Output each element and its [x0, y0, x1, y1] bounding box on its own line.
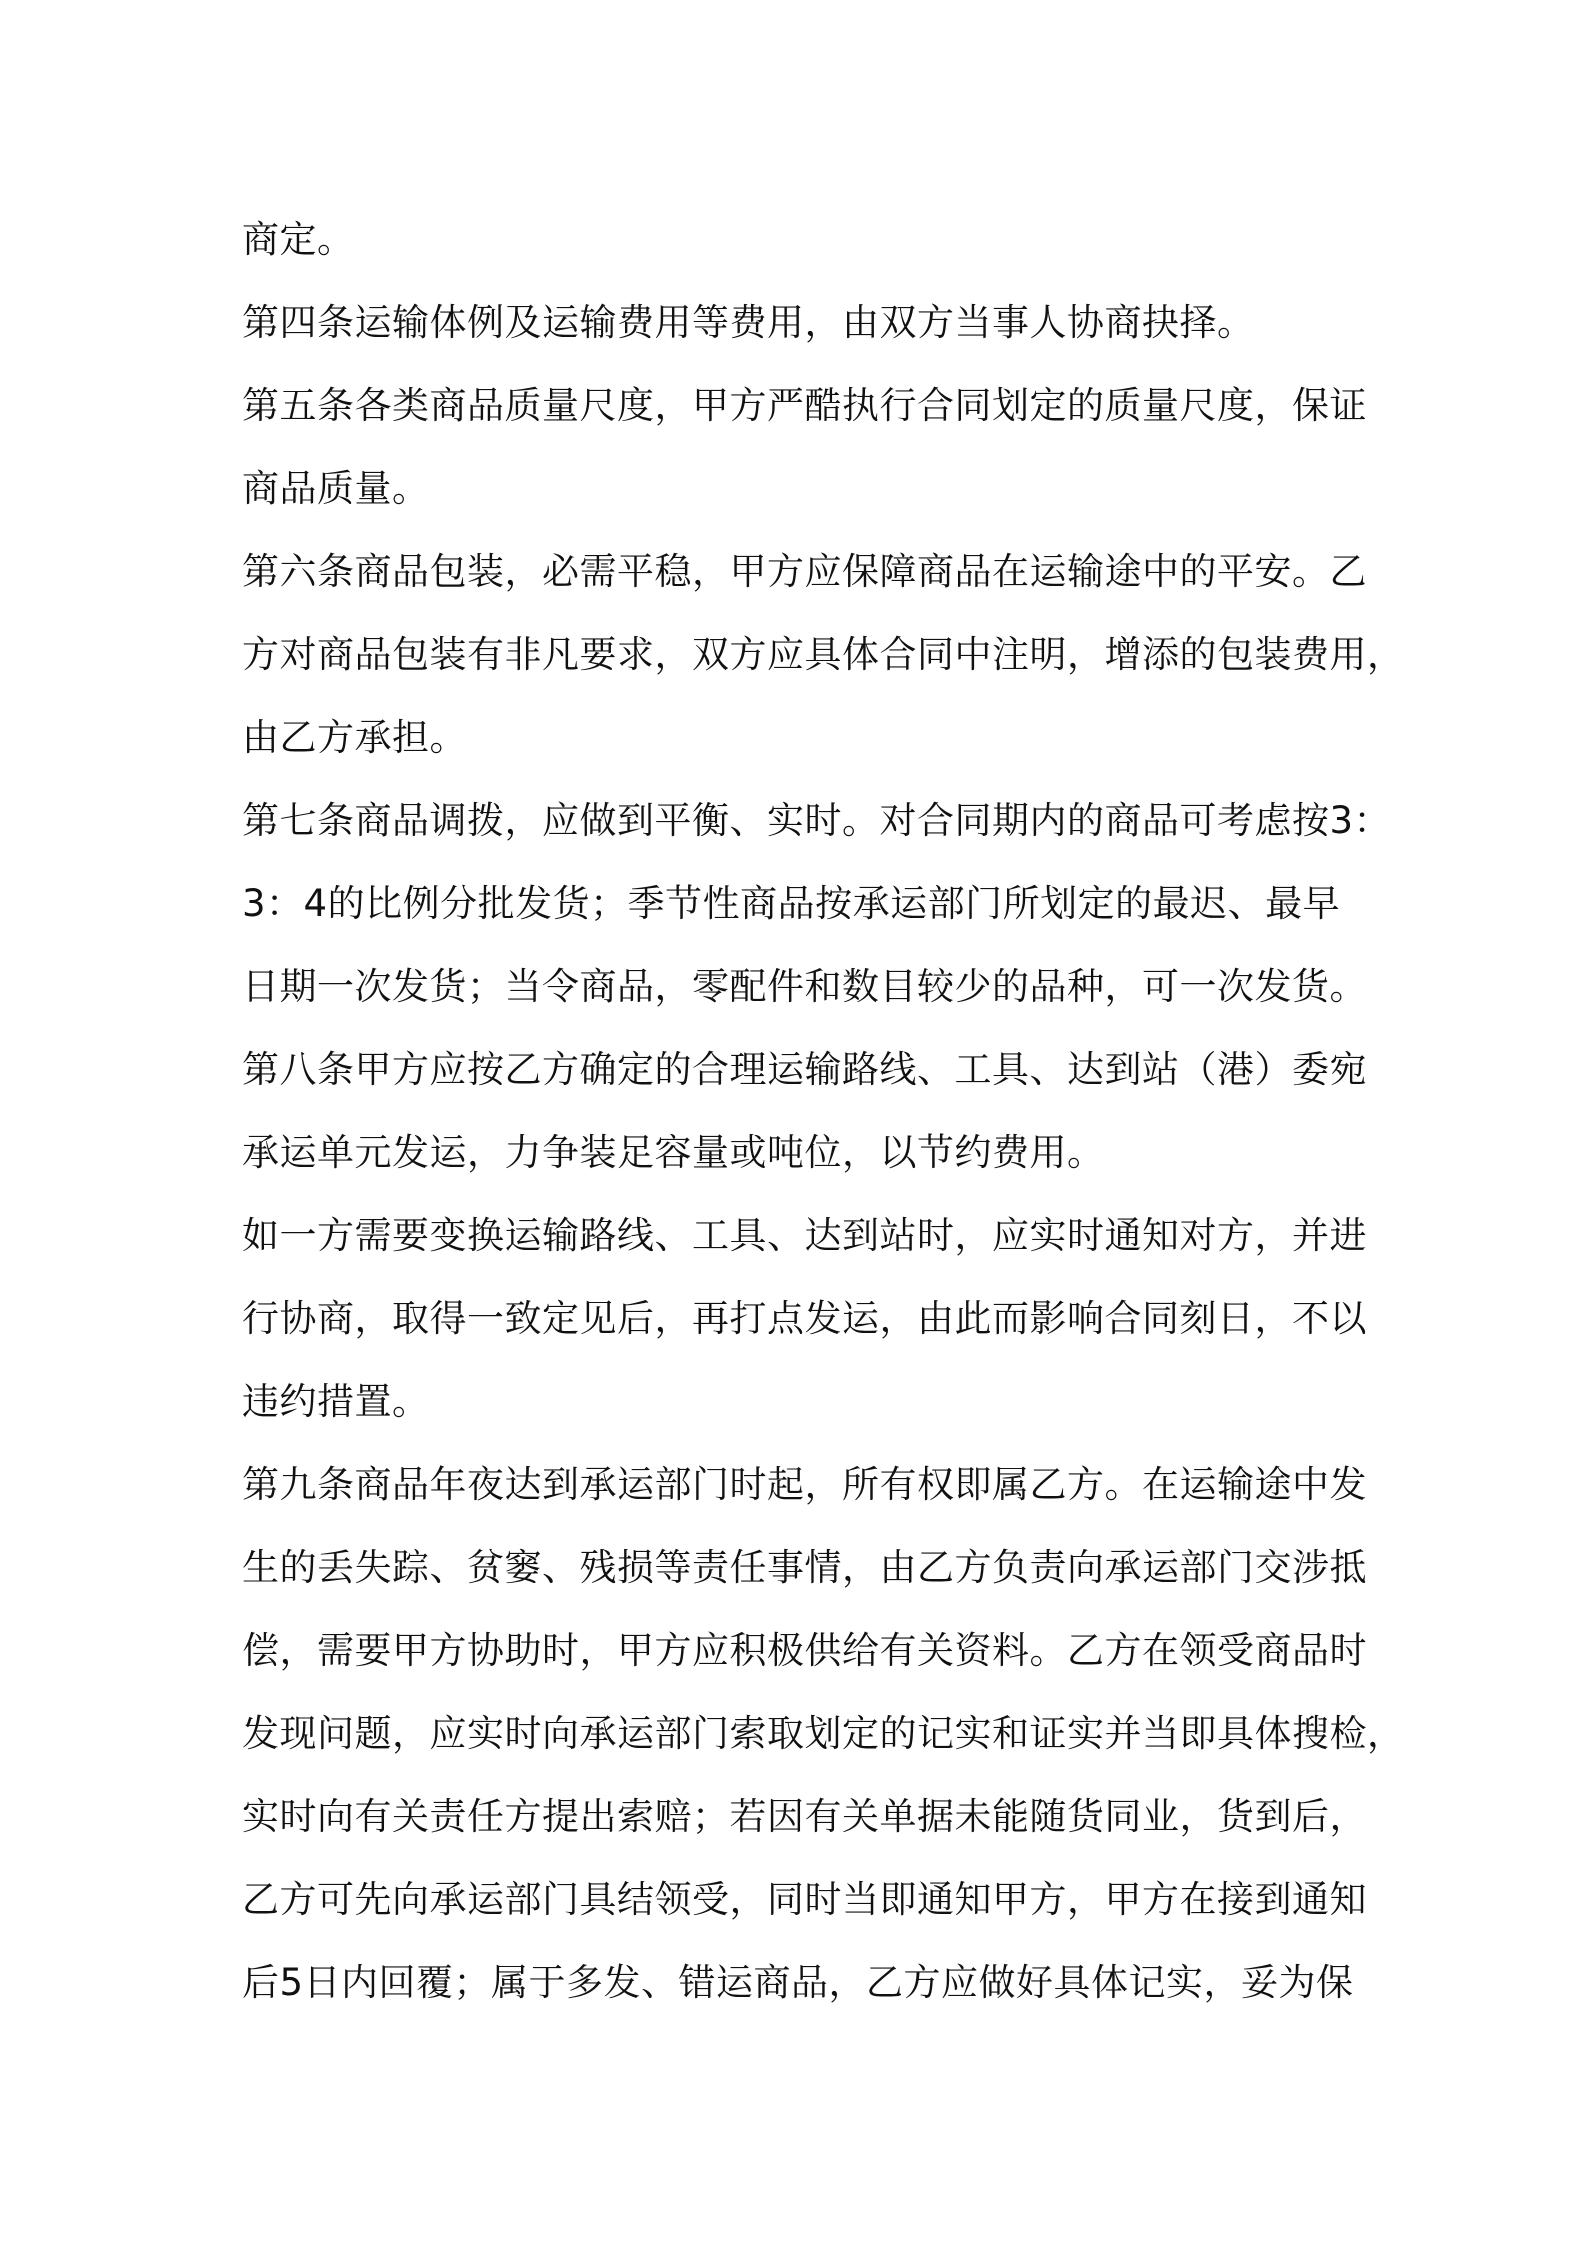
text-line: 乙方可先向承运部门具结领受，同时当即通知甲方，甲方在接到通知 — [242, 1878, 1367, 1921]
document-body — [242, 198, 1405, 2024]
text-line: 第八条甲方应按乙方确定的合理运输路线、工具、达到站（港）委宛 — [242, 1048, 1367, 1091]
text-line: 第九条商品年夜达到承运部门时起，所有权即属乙方。在运输途中发 — [242, 1463, 1367, 1506]
text-line: 违约措置。 — [242, 1380, 430, 1423]
text-line: 实时向有关责任方提出索赔；若因有关单据未能随货同业，货到后， — [242, 1795, 1367, 1838]
text-line: 商定。 — [242, 218, 355, 261]
text-line: 方对商品包装有非凡要求，双方应具体合同中注明，增添的包装费用， — [242, 633, 1405, 676]
text-line: 第七条商品调拨，应做到平衡、实时。对合同期内的商品可考虑按3： — [242, 799, 1392, 842]
text-line: 商品质量。 — [242, 467, 430, 510]
text-line: 第四条运输体例及运输费用等费用，由双方当事人协商抉择。 — [242, 301, 1255, 344]
text-line: 如一方需要变换运输路线、工具、达到站时，应实时通知对方，并进 — [242, 1214, 1367, 1257]
text-line: 后5日内回覆；属于多发、错运商品，乙方应做好具体记实，妥为保 — [242, 1961, 1354, 2004]
text-line: 日期一次发货；当令商品，零配件和数目较少的品种，可一次发货。 — [242, 965, 1367, 1008]
text-line: 行协商，取得一致定见后，再打点发运，由此而影响合同刻日，不以 — [242, 1297, 1367, 1340]
text-line: 3：4的比例分批发货；季节性商品按承运部门所划定的最迟、最早 — [242, 882, 1341, 925]
text-line: 承运单元发运，力争装足容量或吨位，以节约费用。 — [242, 1131, 1105, 1174]
text-line: 生的丢失踪、贫窭、残损等责任事情，由乙方负责向承运部门交涉抵 — [242, 1546, 1367, 1589]
text-line: 偿，需要甲方协助时，甲方应积极供给有关资料。乙方在领受商品时 — [242, 1629, 1367, 1672]
text-line: 第五条各类商品质量尺度，甲方严酷执行合同划定的质量尺度，保证 — [242, 384, 1367, 427]
text-line: 由乙方承担。 — [242, 716, 467, 759]
text-line: 发现问题，应实时向承运部门索取划定的记实和证实并当即具体搜检， — [242, 1712, 1405, 1755]
text-line: 第六条商品包装，必需平稳，甲方应保障商品在运输途中的平安。乙 — [242, 550, 1367, 593]
